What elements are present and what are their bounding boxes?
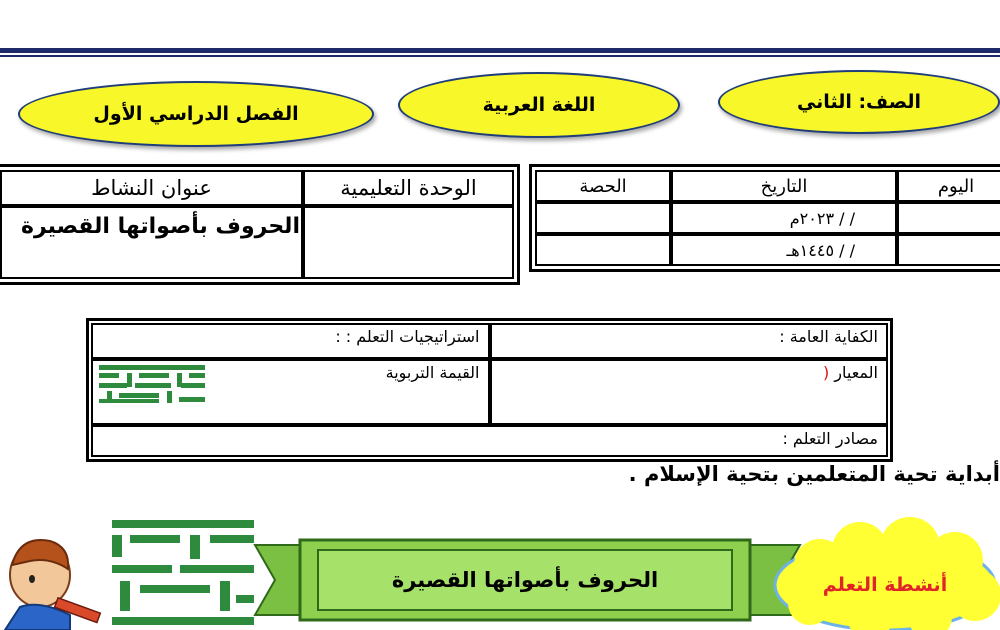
learning-strategies: استراتيجيات التعلم : : (91, 323, 490, 359)
subject-oval (398, 72, 680, 138)
unit-value (303, 206, 514, 279)
semester-label: الفصل الدراسي الأول (93, 103, 299, 125)
date-header: التاريخ (671, 170, 897, 202)
period-header: الحصة (535, 170, 671, 202)
period-value-2 (535, 234, 671, 266)
period-value (535, 202, 671, 234)
subject-label: اللغة العربية (482, 94, 596, 116)
intro-sentence: أبداية تحية المتعلمين بتحية الإسلام . (628, 462, 1000, 486)
standard-cell (490, 359, 889, 425)
day-value (897, 202, 1000, 234)
unit-table (0, 164, 520, 285)
banner-title: الحروف بأصواتها القصيرة (391, 568, 659, 592)
educational-value: القيمة التربوية (385, 363, 480, 382)
header-rule (0, 48, 1000, 53)
info-table (86, 318, 893, 462)
day-value-2 (897, 234, 1000, 266)
activities-label: أنشطة التعلم (822, 574, 948, 596)
activity-value: الحروف بأصواتها القصيرة (0, 206, 303, 279)
hijri-date: / / ١٤٤٥هـ (671, 234, 897, 266)
grade-label: الصف: الثاني (796, 91, 922, 113)
schedule-table (529, 164, 1000, 272)
learning-resources: مصادر التعلم : (91, 425, 888, 457)
day-header: اليوم (897, 170, 1000, 202)
general-competency: الكفاية العامة : (490, 323, 889, 359)
header-rule-thin (0, 55, 1000, 57)
standard-label: المعيار (834, 363, 878, 382)
gregorian-date: / / ٢٠٢٣م (671, 202, 897, 234)
signature-logo-small (97, 363, 207, 405)
grade-oval (718, 70, 1000, 134)
activity-header: عنوان النشاط (0, 170, 303, 206)
unit-header: الوحدة التعليمية (303, 170, 514, 206)
semester-oval (18, 81, 374, 147)
value-cell (91, 359, 490, 425)
standard-paren: ( (822, 363, 830, 382)
